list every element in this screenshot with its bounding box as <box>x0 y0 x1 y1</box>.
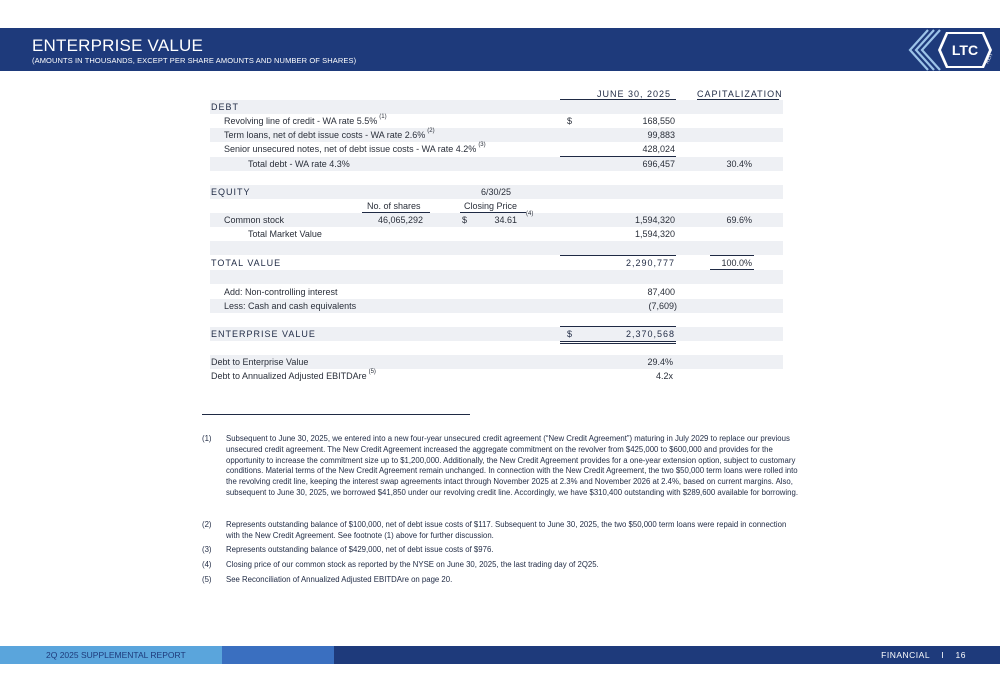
row-label: Common stock <box>224 215 285 225</box>
footnote-ref: (3) <box>478 142 486 148</box>
footnote-number: (3) <box>202 545 212 554</box>
ev-underline-2 <box>560 343 676 344</box>
row-value: 428,024 <box>642 144 675 154</box>
common-shares: 46,065,292 <box>377 215 423 225</box>
footnote-text: See Reconciliation of Annualized Adjusted EBITDAre on page 20. <box>226 575 453 584</box>
row-label: Add: Non-controlling interest <box>224 287 338 297</box>
row-capitalization: 30.4% <box>726 159 752 169</box>
footnote-text: Closing price of our common stock as reported by the NYSE on June 30, 2025, the last trading day of 2Q25. <box>226 560 599 569</box>
common-price: 34.61 <box>494 215 517 225</box>
row-label: Total Market Value <box>248 229 322 239</box>
row-value: 29.4% <box>647 357 673 367</box>
debt-heading: DEBT <box>211 102 240 112</box>
page-header <box>0 28 1000 71</box>
price-header: Closing Price <box>464 201 518 211</box>
row-value: 168,550 <box>642 116 675 126</box>
table-row <box>210 299 783 313</box>
row-capitalization: 69.6% <box>726 215 752 225</box>
footer-page-info <box>881 650 966 660</box>
row-value: 87,400 <box>647 287 675 297</box>
ltc-reit-logo-icon <box>900 20 1000 80</box>
row-value: 696,457 <box>642 159 675 169</box>
row-value: (7,609) <box>648 301 677 311</box>
currency-symbol: $ <box>462 215 468 225</box>
row-value: 99,883 <box>647 130 675 140</box>
currency-symbol: $ <box>567 116 573 126</box>
footnote <box>202 434 802 520</box>
footnote-ref: (4) <box>526 211 534 217</box>
footnote <box>202 520 802 542</box>
footnote-text: Represents outstanding balance of $429,000, net of debt issue costs of $976. <box>226 545 494 554</box>
row-label: Revolving line of credit - WA rate 5.5% <box>224 116 378 126</box>
total-value-row <box>210 256 783 270</box>
table-row <box>210 128 783 142</box>
table-row <box>210 114 783 128</box>
footnote-text: Represents outstanding balance of $100,000, net of debt issue costs of $117. Subsequent to June 30, 2025, the two $50,000 term loans were repaid in connection with the New Credit Agreement. See footnote (1) above for further discussion. <box>226 520 787 540</box>
page-title: ENTERPRISE VALUE <box>32 36 204 55</box>
enterprise-value-row <box>210 327 783 341</box>
equity-date-label: 6/30/25 <box>481 187 512 197</box>
footer-section: FINANCIAL <box>881 650 930 660</box>
row-label: Less: Cash and cash equivalents <box>224 301 357 311</box>
ratio-row <box>210 369 783 383</box>
footnote-number: (5) <box>202 575 212 584</box>
page-footer <box>0 646 1000 664</box>
row-value: 1,594,320 <box>634 229 675 239</box>
footnote-ref: (5) <box>368 369 376 375</box>
footnote-ref: (1) <box>379 114 387 120</box>
logo-text: LTC <box>951 42 979 58</box>
currency-symbol: $ <box>567 329 574 339</box>
table-row <box>210 142 783 156</box>
spacer-row <box>210 270 783 284</box>
logo-subtext: REIT <box>984 51 995 65</box>
row-value: 2,370,568 <box>625 329 675 339</box>
column-header-date: JUNE 30, 2025 <box>597 89 672 99</box>
footnote-ref: (2) <box>427 128 435 134</box>
equity-heading-row <box>210 185 783 199</box>
shares-header: No. of shares <box>367 201 421 211</box>
footnote-number: (1) <box>202 434 212 443</box>
footer-report-name: 2Q 2025 SUPPLEMENTAL REPORT <box>46 650 186 660</box>
spacer-row <box>210 241 783 255</box>
row-label: Total debt - WA rate 4.3% <box>248 159 350 169</box>
row-value: 1,594,320 <box>634 215 675 225</box>
total-market-value-row <box>210 227 783 241</box>
row-capitalization: 100.0% <box>721 258 752 268</box>
row-label: Debt to Annualized Adjusted EBITDAre <box>211 371 367 381</box>
equity-heading: EQUITY <box>211 187 251 197</box>
ev-underline-1 <box>560 341 676 342</box>
page-number: 16 <box>955 650 966 660</box>
footnote-text: Subsequent to June 30, 2025, we entered into a new four-year unsecured credit agreement (“New Credit Agreement”) maturing in July 2029 to replace our previous unsecured credit agreement. The New Credit Agreement increased the aggregate commitment on the revolver from $425,000 to $600,000 and provides for the opportunity to increase the commitment size up to $1,200,000. Additionally, the New Credit Agreement provides for a one-year extension option, subject to customary conditions. Material terms of the New Credit Agreement remain unchanged. In connection with the New Credit Agreement, the two $50,000 term loans were rolled into the revolving credit line, keeping the interest swap agreements intact through November 2025 at 2.3% and November 2026 at 2.4%, based on current margins. Also, subsequent to June 30, 2025, we borrowed $41,850 under our revolving credit line. Accordingly, we have $310,400 outstanding with $289,600 available for borrowing. <box>226 434 799 497</box>
column-header-capitalization: CAPITALIZATION <box>697 89 783 99</box>
footer-separator: I <box>941 650 945 660</box>
row-label: Term loans, net of debt issue costs - WA rate 2.6% <box>224 130 426 140</box>
row-value: 2,290,777 <box>625 258 675 268</box>
equity-subheader-row <box>210 199 783 213</box>
row-label: ENTERPRISE VALUE <box>211 329 316 339</box>
footnote-divider <box>202 414 470 415</box>
page-subtitle: (AMOUNTS IN THOUSANDS, EXCEPT PER SHARE AMOUNTS AND NUMBER OF SHARES) <box>32 56 357 65</box>
row-label: TOTAL VALUE <box>211 258 282 268</box>
row-label: Senior unsecured notes, net of debt issue costs - WA rate 4.2% <box>224 144 477 154</box>
footer-accent-mid <box>222 646 334 664</box>
footnote-number: (4) <box>202 560 212 569</box>
table-row <box>210 285 783 299</box>
row-value: 4.2x <box>655 371 673 381</box>
ratio-row <box>210 355 783 369</box>
row-label: Debt to Enterprise Value <box>211 357 309 367</box>
footnote-number: (2) <box>202 520 212 529</box>
total-debt-row <box>210 157 783 171</box>
common-stock-row <box>210 213 783 227</box>
debt-heading-row <box>210 100 783 114</box>
